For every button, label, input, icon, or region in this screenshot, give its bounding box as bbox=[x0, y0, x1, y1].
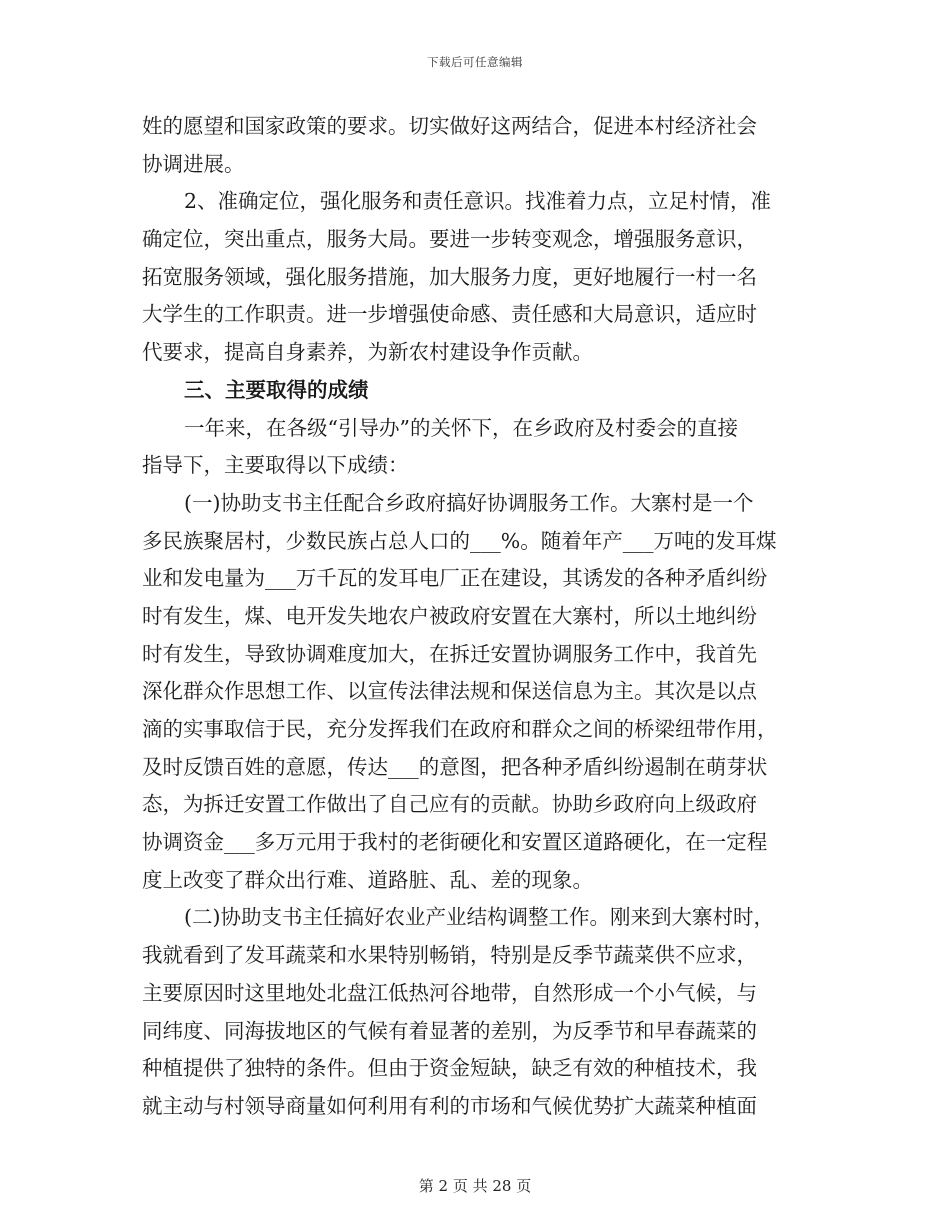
document-body bbox=[142, 108, 810, 1126]
text-line: 代要求，提高自身素养，为新农村建设争作贡献。 bbox=[142, 340, 593, 365]
text-line: 多民族聚居村，少数民族占总人口的___%。随着年产___万吨的发耳煤 bbox=[142, 528, 777, 553]
text-line: 一年来，在各级“引导办”的关怀下，在乡政府及村委会的直接 bbox=[184, 415, 738, 440]
text-line: 度上改变了群众出行难、道路脏、乱、差的现象。 bbox=[142, 867, 593, 892]
text-line: 拓宽服务领域，强化服务措施，加大服务力度，更好地履行一村一名 bbox=[142, 264, 757, 289]
text-line: 协调资金___多万元用于我村的老街硬化和安置区道路硬化，在一定程 bbox=[142, 830, 768, 855]
text-line: 同纬度、同海拔地区的气候有着显著的差别，为反季节和早春蔬菜的 bbox=[142, 1018, 757, 1043]
text-line: (一)协助支书主任配合乡政府搞好协调服务工作。大寨村是一个 bbox=[184, 490, 754, 515]
text-line: 滴的实事取信于民，充分发挥我们在政府和群众之间的桥梁纽带作用， bbox=[142, 717, 778, 741]
text-line: 种植提供了独特的条件。但由于资金短缺，缺乏有效的种植技术，我 bbox=[142, 1056, 757, 1081]
text-line: 确定位，突出重点，服务大局。要进一步转变观念，增强服务意识， bbox=[142, 227, 757, 252]
text-line: 就主动与村领导商量如何利用有利的市场和气候优势扩大蔬菜种植面 bbox=[142, 1093, 757, 1118]
text-line: 时有发生，煤、电开发失地农户被政府安置在大寨村，所以土地纠纷 bbox=[142, 603, 757, 628]
text-line: 协调进展。 bbox=[142, 151, 245, 176]
page-header-note: 下载后可任意编辑 bbox=[427, 55, 523, 69]
text-line: 2、准确定位，强化服务和责任意识。找准着力点，立足村情，准 bbox=[184, 189, 772, 214]
text-line: 指导下，主要取得以下成绩： bbox=[142, 453, 409, 478]
text-line: 主要原因时这里地处北盘江低热河谷地带，自然形成一个小气候，与 bbox=[142, 980, 757, 1005]
text-line: 大学生的工作职责。进一步增强使命感、责任感和大局意识，适应时 bbox=[142, 302, 757, 327]
text-line: 态，为拆迁安置工作做出了自己应有的贡献。协助乡政府向上级政府 bbox=[142, 792, 757, 817]
text-line: 姓的愿望和国家政策的要求。切实做好这两结合，促进本村经济社会 bbox=[142, 114, 757, 138]
section-heading: 三、主要取得的成绩 bbox=[184, 377, 369, 402]
text-line: 深化群众作思想工作、以宣传法律法规和保送信息为主。其次是以点 bbox=[142, 679, 757, 704]
text-line: 及时反馈百姓的意愿，传达___的意图，把各种矛盾纠纷遏制在萌芽状 bbox=[142, 754, 768, 779]
text-line: 我就看到了发耳蔬菜和水果特别畅销，特别是反季节蔬菜供不应求， bbox=[142, 943, 757, 968]
text-line: 业和发电量为___万千瓦的发耳电厂正在建设，其诱发的各种矛盾纠纷 bbox=[142, 566, 768, 591]
text-line: (二)协助支书主任搞好农业产业结构调整工作。刚来到大寨村时， bbox=[184, 905, 774, 930]
text-line: 时有发生，导致协调难度加大，在拆迁安置协调服务工作中，我首先 bbox=[142, 641, 757, 666]
page-number: 第 2 页 共 28 页 bbox=[418, 1177, 532, 1195]
